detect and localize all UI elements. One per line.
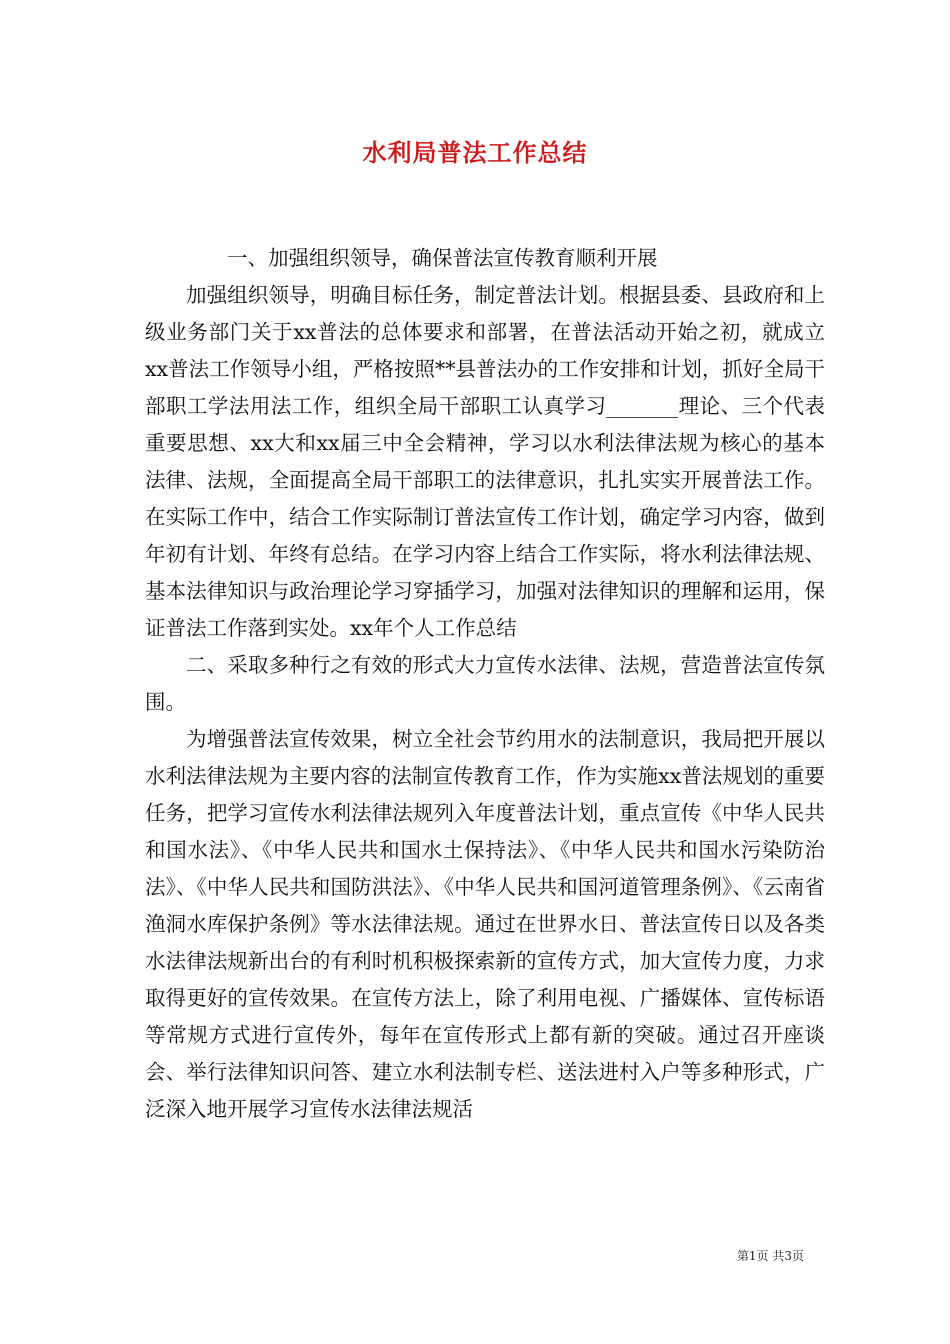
document-title: 水利局普法工作总结 <box>362 138 588 167</box>
page-footer: 第1页 共3页 <box>736 1249 804 1263</box>
section-heading-1: 一、加强组织领导，确保普法宣传教育顺利开展 <box>227 246 658 270</box>
section-heading-2: 二、采取多种行之有效的形式大力宣传水法律、法规，营造普法宣传氛围。 <box>145 653 825 714</box>
document-body <box>145 240 825 1128</box>
paragraph-1: 加强组织领导，明确目标任务，制定普法计划。根据县委、县政府和上级业务部门关于xx普法的总体要求和部署，在普法活动开始之初，就成立xx普法工作领导小组，严格按照**县普法办的工作安排和计划，抓好全局干部职工学法用法工作，组织全局干部职工认真学习_______理论、三个代表重要思想、xx大和xx届三中全会精神，学习以水利法律法规为核心的基本法律、法规，全面提高全局干部职工的法律意识，扎扎实实开展普法工作。在实际工作中，结合工作实际制订普法宣传工作计划，确定学习内容，做到年初有计划、年终有总结。在学习内容上结合工作实际，将水利法律法规、基本法律知识与政治理论学习穿插学习，加强对法律知识的理解和运用，保证普法工作落到实处。xx年个人工作总结 <box>145 283 825 640</box>
paragraph-2: 为增强普法宣传效果，树立全社会节约用水的法制意识，我局把开展以水利法律法规为主要内容的法制宣传教育工作，作为实施xx普法规划的重要任务，把学习宣传水利法律法规列入年度普法计划，重点宣传《中华人民共和国水法》、《中华人民共和国水土保持法》、《中华人民共和国水污染防治法》、《中华人民共和国防洪法》、《中华人民共和国河道管理条例》、《云南省渔洞水库保护条例》等水法律法规。通过在世界水日、普法宣传日以及各类水法律法规新出台的有利时机积极探索新的宣传方式，加大宣传力度，力求取得更好的宣传效果。在宣传方法上，除了利用电视、广播媒体、宣传标语等常规方式进行宣传外，每年在宣传形式上都有新的突破。通过召开座谈会、举行法律知识问答、建立水利法制专栏、送法进村入户等多种形式，广泛深入地开展学习宣传水法律法规活 <box>145 727 825 1121</box>
